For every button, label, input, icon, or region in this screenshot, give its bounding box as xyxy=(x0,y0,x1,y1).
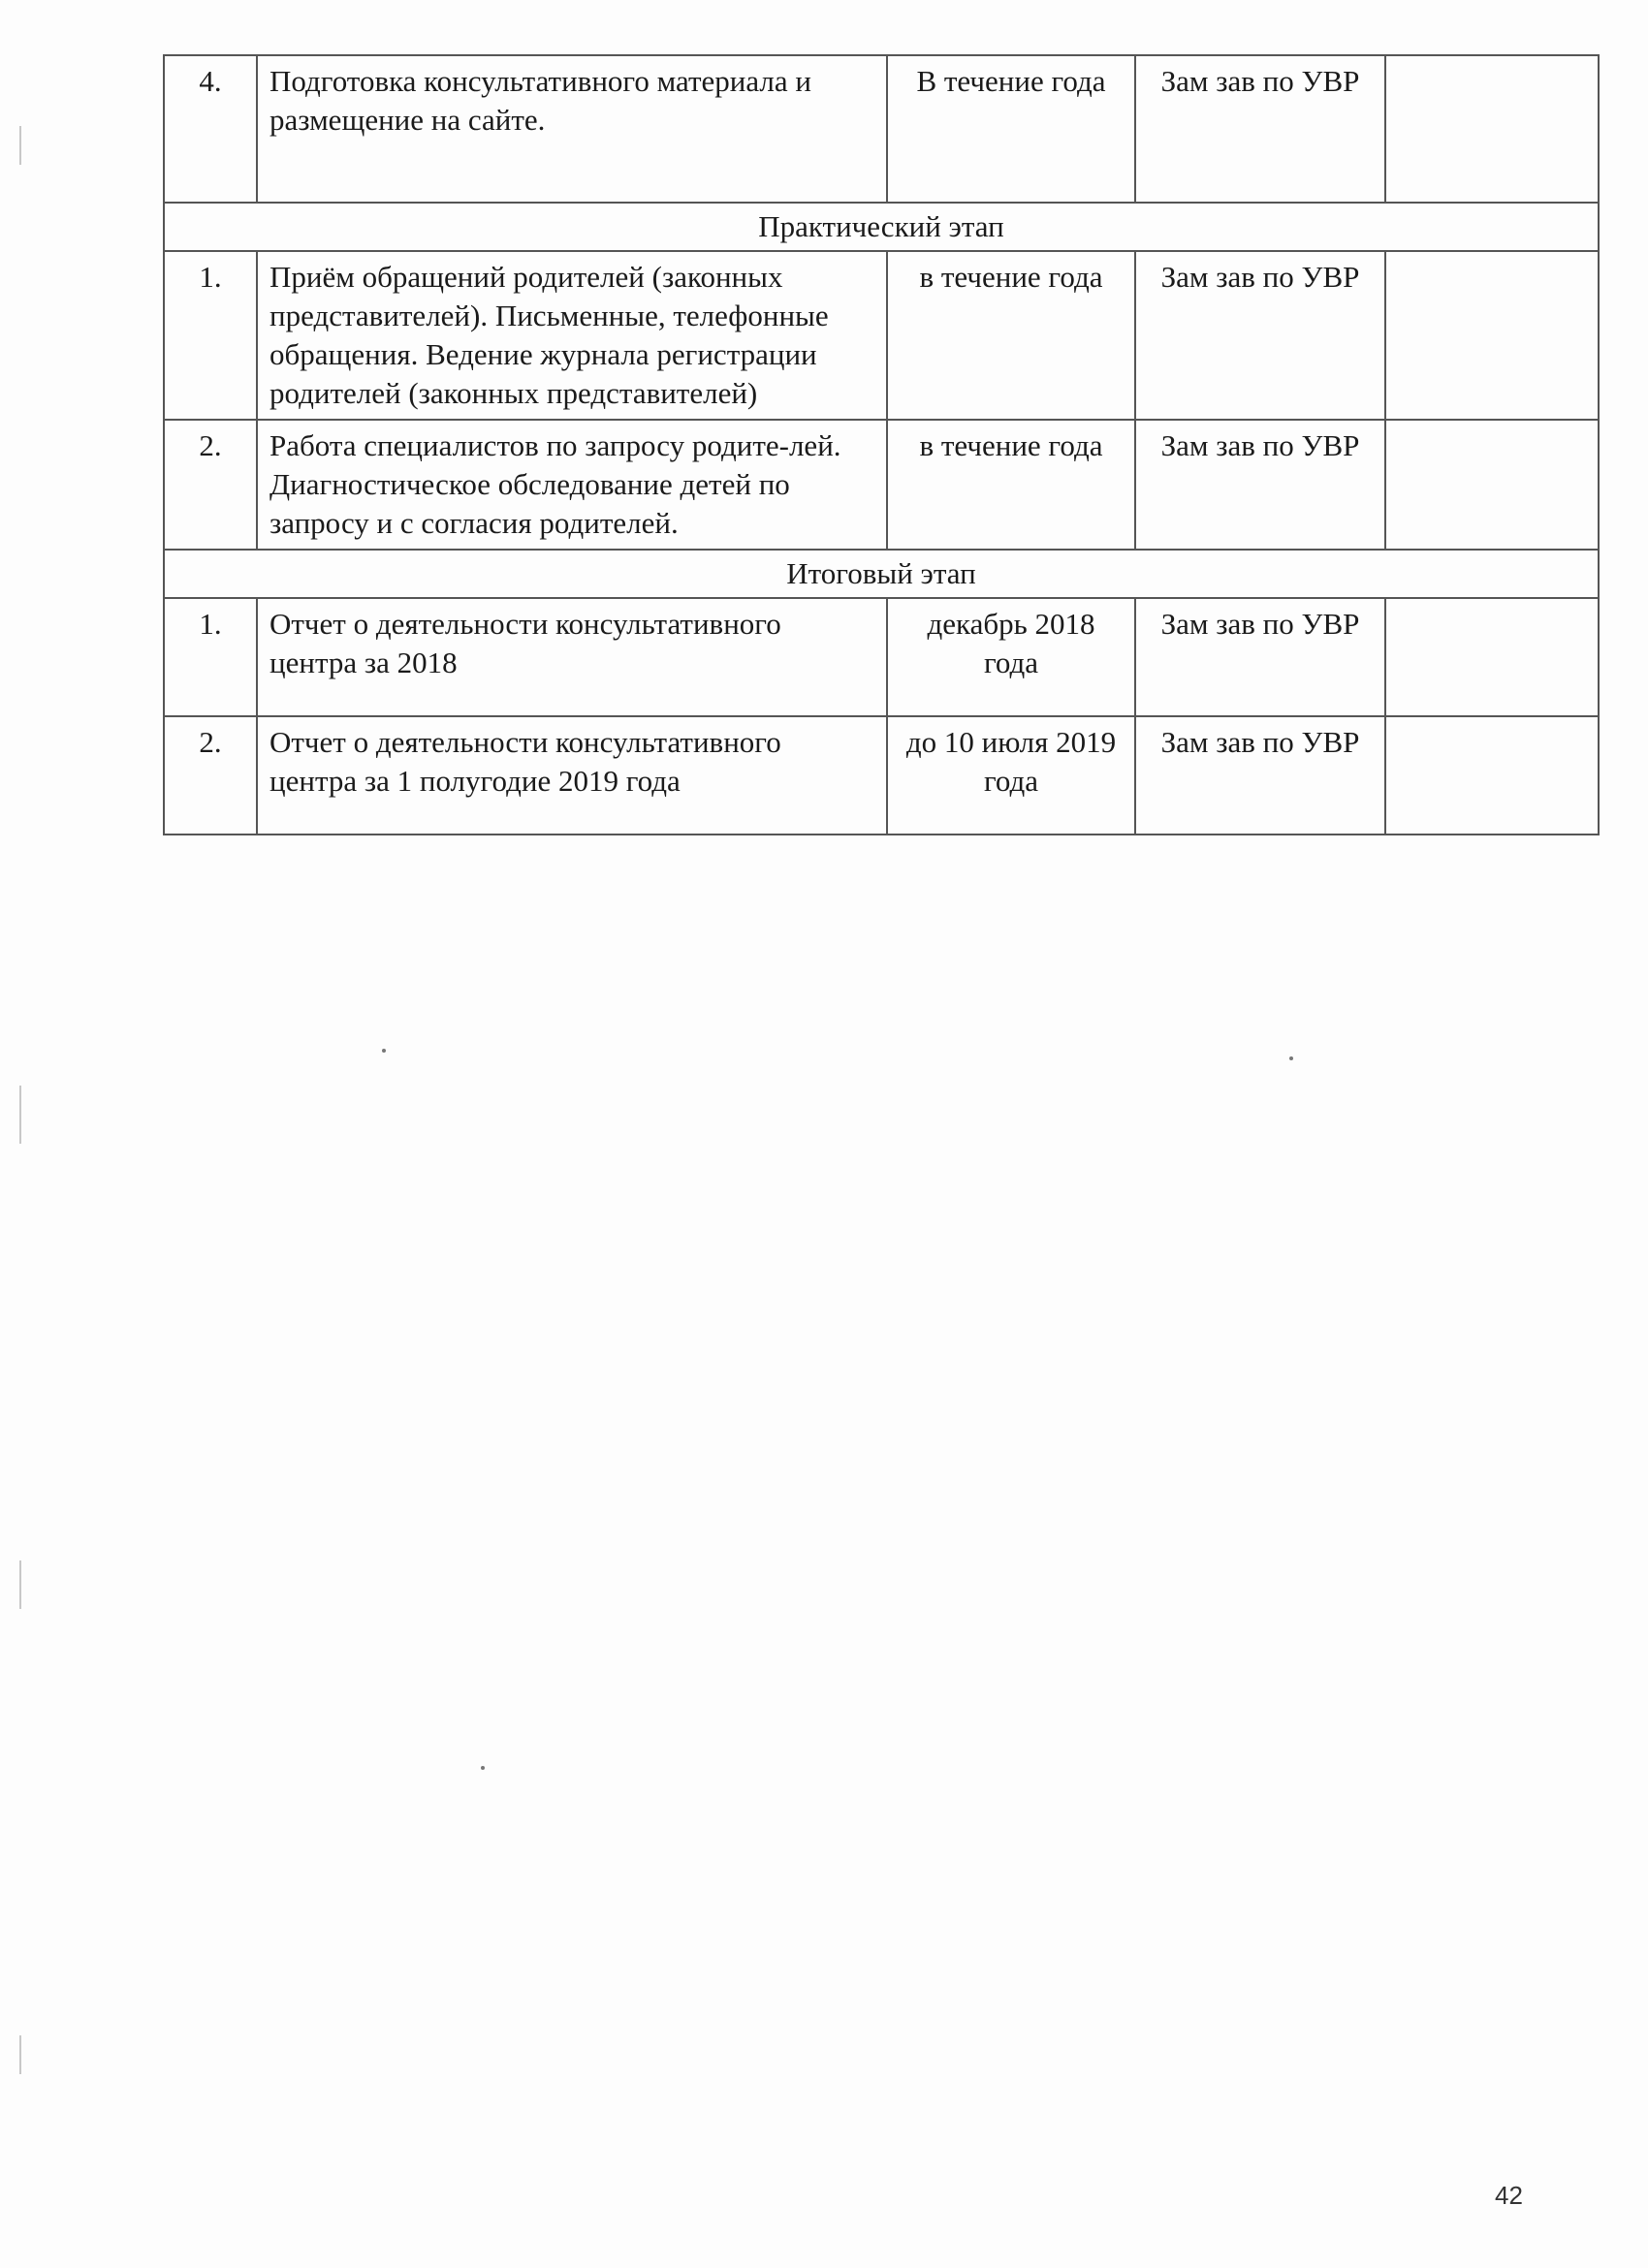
responsible-person: Зам зав по УВР xyxy=(1135,420,1385,550)
row-number: 2. xyxy=(164,420,257,550)
notes-cell xyxy=(1385,598,1599,716)
responsible-person: Зам зав по УВР xyxy=(1135,716,1385,835)
scan-artifact xyxy=(19,1560,21,1609)
task-description: Отчет о деятельности консультативного центра за 2018 xyxy=(257,598,887,716)
responsible-person: Зам зав по УВР xyxy=(1135,598,1385,716)
row-number: 1. xyxy=(164,251,257,420)
table-row xyxy=(164,251,1599,420)
activity-plan-table xyxy=(163,54,1600,835)
notes-cell xyxy=(1385,55,1599,203)
deadline: в течение года xyxy=(887,251,1135,420)
responsible-person: Зам зав по УВР xyxy=(1135,55,1385,203)
row-number: 4. xyxy=(164,55,257,203)
table-row xyxy=(164,598,1599,716)
row-number: 2. xyxy=(164,716,257,835)
table-row xyxy=(164,420,1599,550)
scan-artifact xyxy=(19,126,21,165)
task-description: Подготовка консультативного материала и размещение на сайте. xyxy=(257,55,887,203)
task-description: Приём обращений родителей (законных представителей). Письменные, телефонные обращения. Ведение журнала регистрации родителей (законных представителей) xyxy=(257,251,887,420)
table-row xyxy=(164,716,1599,835)
scan-artifact xyxy=(19,1086,21,1144)
scan-speck xyxy=(382,1049,386,1053)
task-description: Отчет о деятельности консультативного центра за 1 полугодие 2019 года xyxy=(257,716,887,835)
table-row xyxy=(164,55,1599,203)
scan-artifact xyxy=(19,2035,21,2074)
deadline: в течение года xyxy=(887,420,1135,550)
stage-title-final: Итоговый этап xyxy=(164,550,1599,598)
row-number: 1. xyxy=(164,598,257,716)
scan-speck xyxy=(1289,1056,1293,1060)
stage-header-row xyxy=(164,550,1599,598)
task-description: Работа специалистов по запросу родите-лей. Диагностическое обследование детей по запросу и с согласия родителей. xyxy=(257,420,887,550)
notes-cell xyxy=(1385,420,1599,550)
notes-cell xyxy=(1385,716,1599,835)
responsible-person: Зам зав по УВР xyxy=(1135,251,1385,420)
page-number: 42 xyxy=(1495,2181,1523,2210)
notes-cell xyxy=(1385,251,1599,420)
deadline: декабрь 2018 года xyxy=(887,598,1135,716)
stage-header-row xyxy=(164,203,1599,251)
deadline: до 10 июля 2019 года xyxy=(887,716,1135,835)
stage-title-practical: Практический этап xyxy=(164,203,1599,251)
deadline: В течение года xyxy=(887,55,1135,203)
scan-speck xyxy=(481,1766,485,1770)
